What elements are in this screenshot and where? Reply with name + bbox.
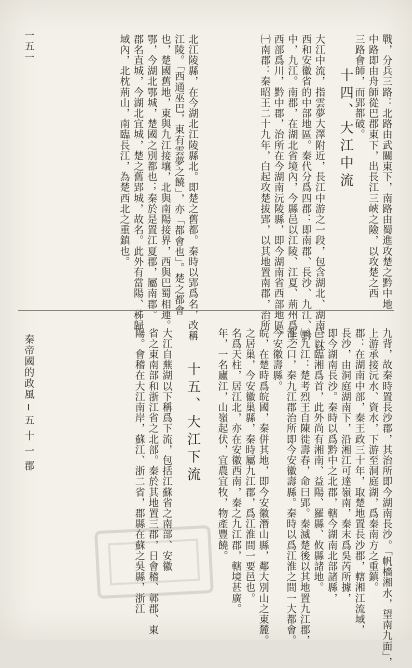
section-divider [18, 310, 394, 311]
text-line: 中，九江。南郡，在湖北省境內，今縣邑以江陵、江夏、荊州爲主， [285, 34, 297, 352]
library-stamp-watermark [94, 525, 213, 599]
text-line: 今安徽壽縣。 [270, 328, 282, 392]
text-line: 之居巢，今安徽巢縣，秦時屬九江郡，爲江淮間一要邑也。 [242, 328, 254, 604]
text-line: 郡：在湖南中部，秦王政三十年，取楚地置長沙郡，轄湘江流域， [352, 328, 364, 636]
text-line: 陽。會稽在大江南岸，蘇江、浙二省，郡縣在蘇之吳縣，浙江 [132, 328, 144, 615]
text-line: 九背，故秦時置長沙郡，其治所即今湖南長沙。「帆檣湘水，望南九面」， [380, 328, 391, 668]
text-line: 中路即由舟師從巴郡東下，出長江三峽之險，以攻楚之西 [366, 34, 378, 299]
text-line: 西和安徽省的中部地區。秦代分爲四郡：即南郡、長沙、九江、黔 [299, 34, 311, 342]
section-heading-15: 十五、大江下流 [184, 362, 200, 485]
running-footer: 秦帝國的政風 ─ 五 十 一 郡 [22, 334, 33, 472]
upper-right-text-block [256, 34, 392, 352]
text-line: 大江中流，指雲夢大澤附近，長江中游之一段，包含湖北、湖南、江 [312, 34, 324, 352]
upper-left-text-block [116, 34, 198, 342]
lower-right-text-block [214, 328, 392, 668]
text-line: 郡名直城，今湖北宜城，楚之舊郢城，故名。此外有當陽、秭歸， [131, 34, 143, 342]
text-line: 上游承接沅水、資水，下游至洞庭湖，爲秦南方之重鎮。 [366, 328, 378, 593]
text-line: 江陵。「西通巫巴，東有雲夢之饒」，亦「都會也」。楚之都會 [172, 34, 184, 316]
text-line: 三路會師，而郢都破。 [352, 34, 364, 140]
section-heading-14: 十四、大江中流 [336, 68, 353, 191]
text-line: ㈢九江：楚考烈王自陳徙壽春，命曰郢。秦滅楚後以其地置九江郡， [297, 328, 309, 646]
page-number: 一五一 [22, 30, 33, 63]
text-line: 也，楚國舊地，東與九江接壤，北與南陽接界，西與巴蜀相連。 [158, 34, 170, 331]
text-line: 省之東南部和浙江省之北部。秦於其地置三郡，日會稽、鄣郡、東 [146, 328, 158, 636]
text-line: 西部爲川，黔中郡，治所在今湖南沅陵縣，即今湖南省西部地區。 [271, 34, 283, 342]
text-line: 淮之口，秦九江郡治所即今安徽壽縣。秦時以爲江淮之間一大都會。 [284, 328, 296, 646]
text-line: ㈠南郡：秦昭王二十九年，白起攻楚拔郢，以其地置南郡，治所 [258, 34, 270, 331]
text-line: 皖，在楚時爲皖國，秦併其地，即今安徽潛山縣，鄰大別山之東麓。 [256, 328, 268, 646]
text-line: 鄂，今湖北鄂城，楚國之別都也；秦於是置江夏郡，屬南郡。 [144, 34, 156, 321]
text-line: 戰，分兵三路：北路由武關東下，南路由蜀進攻楚之黔中地 [380, 34, 391, 310]
text-line: 年，一名廬江，山嶺起伏，宜農宜牧，物產豐饒。 [215, 328, 227, 562]
text-line: 即今湖南長沙。秦時以爲黔中之北郡，轄今湖南北部諸縣， [325, 328, 337, 604]
text-line: 域內，北枕荊山，南臨長江，為楚西北之重鎮也。 [117, 34, 129, 268]
text-line: 名爲天柱，居江北，亦在安徽西南，秦之九江郡，轄境甚廣。 [229, 328, 241, 615]
text-line: 北江陵縣，在今湖北江陵縣北。即楚之舊都。秦時以郢爲名，改稱 [186, 34, 197, 342]
text-line: 大江自蕪湖以下稱爲下流，包括江蘇省之南部、安徽 [160, 328, 171, 572]
text-line: 長沙，由洞庭湖南下，沿湘江可達嶺南，秦末爲吳芮所據， [338, 328, 350, 604]
text-line: 邑以臨湘爲首，此外尚有湘南、益陽、羅縣、攸縣諸地。 [311, 328, 323, 593]
